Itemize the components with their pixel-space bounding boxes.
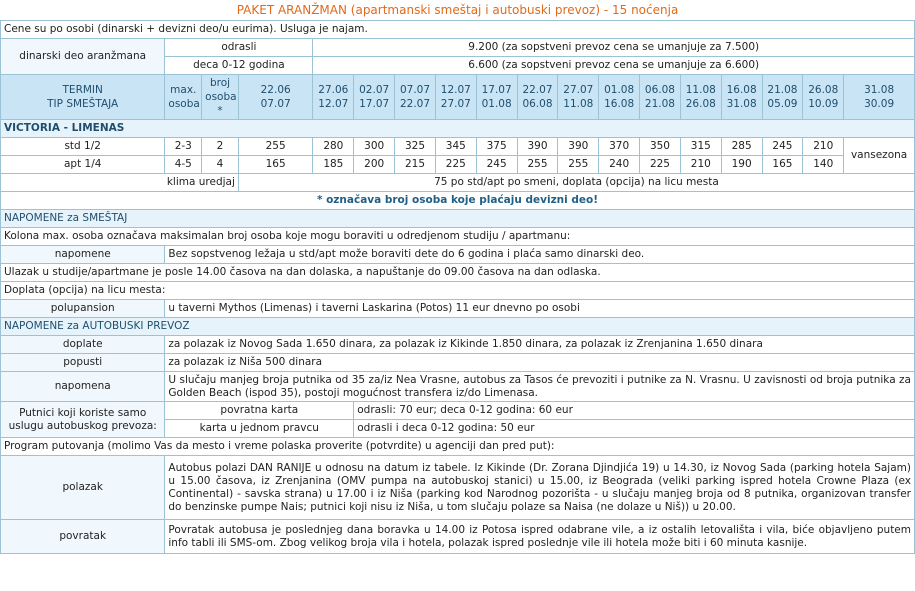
price-cell: 210 [680,156,721,174]
dinar-who-adults: odrasli [165,39,313,57]
period-to: 01.08 [481,98,512,110]
section-heading-prevoz: NAPOMENE za AUTOBUSKI PREVOZ [1,318,915,336]
header-period [762,75,803,120]
unit-type: apt 1/4 [1,156,165,174]
header-broj-line1: broj [209,77,231,89]
period-to: 10.09 [808,98,839,110]
dinar-part-label: dinarski deo aranžmana [1,39,165,75]
price-cell: 140 [803,156,844,174]
price-cell: 280 [313,138,354,156]
program-heading: Program putovanja (molimo Vas da mesto i vreme polaska proverite (potvrdite) u agenciji dan pred put): [1,438,915,456]
jedan-pravac-label: karta u jednom pravcu [165,420,354,438]
ulazak-note: Ulazak u studije/apartmane je posle 14.00 časova na dan dolaska, a napuštanje do 09.00 časova na dan odlaska. [1,264,915,282]
price-cell: 345 [435,138,476,156]
header-period [558,75,599,120]
klima-text: 75 po std/apt po smeni, doplata (opcija) na licu mesta [238,174,914,192]
period-to: 26.08 [685,98,716,110]
header-broj-osoba [202,75,239,120]
page-title: PAKET ARANŽMAN (apartmanski smeštaj i autobuski prevoz) - 15 noćenja [1,0,915,21]
doplata-note: Doplata (opcija) na licu mesta: [1,282,915,300]
price-cell: 375 [476,138,517,156]
section-heading-smestaj: NAPOMENE za SMEŠTAJ [1,210,915,228]
napomene-text: Bez sopstvenog ležaja u std/apt može boraviti dete do 6 godina i plaća samo dinarski deo. [165,246,915,264]
price-cell: 315 [680,138,721,156]
header-termin: TERMIN [62,84,103,96]
price-cell: 390 [558,138,599,156]
header-period [599,75,640,120]
header-period [238,75,313,120]
price-cell: 225 [435,156,476,174]
period-from: 31.08 [864,84,895,96]
polupansion-label: polupansion [1,300,165,318]
period-from: 16.08 [726,84,757,96]
period-from: 02.07 [359,84,390,96]
header-termin-tip [1,75,165,120]
period-to: 22.07 [399,98,431,110]
header-broj-line3: * [217,105,223,117]
period-to: 17.07 [359,98,390,110]
period-from: 12.07 [440,84,471,96]
price-cell: 245 [476,156,517,174]
popusti-text: za polazak iz Niša 500 dinara [165,354,915,372]
header-tip: TIP SMEŠTAJA [47,98,119,110]
period-from: 01.08 [604,84,635,96]
putnici-label: Putnici koji koriste samo uslugu autobuskog prevoza: [1,402,165,438]
header-max-line2: osoba [168,98,200,110]
property-name: VICTORIA - LIMENAS [1,120,915,138]
period-to: 07.07 [260,98,291,110]
period-from: 06.08 [644,84,675,96]
doplate-text: za polazak iz Novog Sada 1.650 dinara, za polazak iz Kikinde 1.850 dinara, za polazak iz Zrenjanina 1.650 dinara [165,336,915,354]
dinar-price-children: 6.600 (za sopstveni prevoz cena se umanjuje za 6.600) [313,57,915,75]
price-cell: 370 [599,138,640,156]
price-cell: 165 [238,156,313,174]
price-cell: 240 [599,156,640,174]
table-header-row [1,75,915,120]
period-to: 21.08 [644,98,675,110]
period-from: 27.07 [563,84,594,96]
devizni-note: * označava broj osoba koje plaćaju devizni deo! [1,192,915,210]
price-cell: 190 [721,156,762,174]
polazak-text: Autobus polazi DAN RANIJE u odnosu na datum iz tabele. Iz Kikinde (Dr. Zorana Djindjića 19) u 14.30, iz Novog Sada (parking hotela Sajam) u 15.00 časova, iz Zrenjanina (OMV pumpa na autobuskoj stanici) u 15.00, iz Beograda (veliki parking ispred hotela Crowne Plaza (ex Continental) - savska strana) u 17.00 i iz Niša (parking kod Narodnog pozorišta - u slučaju manjeg broja od 8 putnika, organizovan transfer do benzinske pumpe Nais; putnici koji nisu iz Niša, u tom slučaju polaze sa Naisa (ne dolaze u Niš)) u 20.00. [165,456,915,520]
period-from: 21.08 [767,84,798,96]
period-from: 07.07 [399,84,431,96]
period-to: 12.07 [318,98,349,110]
unit-broj: 4 [202,156,239,174]
period-from: 17.07 [481,84,512,96]
header-period [354,75,395,120]
napomena-label: napomena [1,372,165,402]
povratak-text: Povratak autobusa je poslednjeg dana boravka u 14.00 iz Potosa ispred odabrane vile, a iz ostalih letovališta i vila, biće objavljeno putem info tabli ili SMS-om. Zbog velikog broja vila i hotela, polazak ispred poslednje vile ili hotela može biti i 60 minuta kasnije. [165,520,915,554]
price-cell: 200 [354,156,395,174]
price-cell: 300 [354,138,395,156]
povratna-label: povratna karta [165,402,354,420]
period-to: 27.07 [440,98,471,110]
price-cell: 245 [762,138,803,156]
price-cell: 255 [558,156,599,174]
period-from: 11.08 [685,84,716,96]
period-from: 22.07 [522,84,553,96]
polupansion-text: u taverni Mythos (Limenas) i taverni Laskarina (Potos) 11 eur dnevno po osobi [165,300,915,318]
price-cell: 350 [640,138,681,156]
header-period [395,75,436,120]
price-cell: 285 [721,138,762,156]
period-to: 05.09 [767,98,798,110]
period-from: 27.06 [318,84,349,96]
povratak-label: povratak [1,520,165,554]
price-cell: 215 [395,156,436,174]
unit-max: 2-3 [165,138,202,156]
intro-text: Cene su po osobi (dinarski + devizni deo/u eurima). Usluga je najam. [1,21,915,39]
dinar-price-adults: 9.200 (za sopstveni prevoz cena se umanjuje za 7.500) [313,39,915,57]
period-from: 22.06 [260,84,291,96]
period-to: 30.09 [864,98,895,110]
header-max-osoba [165,75,202,120]
kolona-note: Kolona max. osoba označava maksimalan broj osoba koje mogu boraviti u odredjenom studiju / apartmanu: [1,228,915,246]
doplate-label: doplate [1,336,165,354]
povratna-text: odrasli: 70 eur; deca 0-12 godina: 60 eur [354,402,915,420]
header-period [476,75,517,120]
price-cell: 255 [238,138,313,156]
header-period [844,75,915,120]
price-cell: 390 [517,138,558,156]
table-row [1,156,915,174]
table-row [1,138,915,156]
header-period [517,75,558,120]
napomene-label: napomene [1,246,165,264]
header-period [313,75,354,120]
polazak-label: polazak [1,456,165,520]
header-broj-line2: osoba [205,91,237,103]
header-period [721,75,762,120]
period-to: 31.08 [726,98,757,110]
period-to: 11.08 [563,98,594,110]
period-to: 06.08 [522,98,553,110]
header-period [435,75,476,120]
popusti-label: popusti [1,354,165,372]
jedan-pravac-text: odrasli i deca 0-12 godina: 50 eur [354,420,915,438]
price-cell: 225 [640,156,681,174]
price-cell: 165 [762,156,803,174]
header-period [680,75,721,120]
vansezona-label: vansezona [844,138,915,174]
unit-max: 4-5 [165,156,202,174]
header-max-line1: max. [170,84,197,96]
napomena-text: U slučaju manjeg broja putnika od 35 za/iz Nea Vrasne, autobus za Tasos će prevoziti i putnike za N. Vrasnu. U zavisnosti od broja putnika za Golden Beach (ispod 35), postoji mogućnost transfera iz/do Limenasa. [165,372,915,402]
unit-broj: 2 [202,138,239,156]
klima-label: klima uredjaj [1,174,239,192]
price-cell: 210 [803,138,844,156]
period-to: 16.08 [604,98,635,110]
price-cell: 185 [313,156,354,174]
dinar-who-children: deca 0-12 godina [165,57,313,75]
header-period [640,75,681,120]
price-cell: 325 [395,138,436,156]
period-from: 26.08 [808,84,839,96]
unit-type: std 1/2 [1,138,165,156]
header-period [803,75,844,120]
price-cell: 255 [517,156,558,174]
